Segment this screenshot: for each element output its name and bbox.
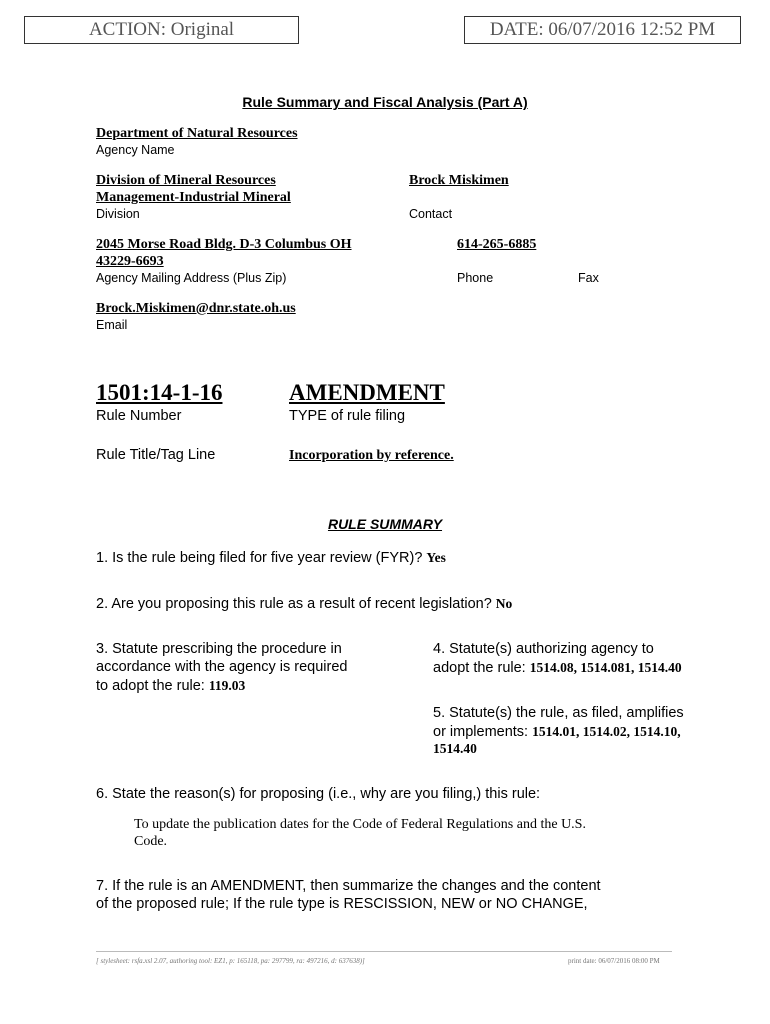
footer-divider	[96, 951, 672, 952]
rule-type-value: AMENDMENT	[289, 380, 445, 405]
question-4-line2	[433, 659, 682, 677]
rule-number-value: 1501:14-1-16	[96, 380, 223, 405]
question-3-line1: 3. Statute prescribing the procedure in	[96, 641, 342, 657]
phone-value: 614-265-6885	[457, 237, 537, 252]
date-text: DATE: 06/07/2016 12:52 PM	[489, 19, 716, 40]
question-4-answer: 1514.08, 1514.081, 1514.40	[529, 660, 682, 675]
email-value: Brock.Miskimen@dnr.state.oh.us	[96, 301, 296, 316]
fax-label: Fax	[578, 271, 599, 285]
email-label: Email	[96, 318, 128, 332]
rule-number-label: Rule Number	[96, 408, 182, 424]
question-1-answer: Yes	[426, 550, 446, 565]
question-3-line3	[96, 677, 245, 695]
rule-type-label: TYPE of rule filing	[289, 408, 406, 424]
question-7-line1: 7. If the rule is an AMENDMENT, then summarize the changes and the content	[96, 878, 601, 894]
footer-stylesheet-info: [ stylesheet: rsfa.xsl 2.07, authoring tool: EZ1, p: 165118, pa: 297799, ra: 497216, d: 637638)]	[96, 957, 365, 965]
question-2-answer: No	[495, 596, 513, 611]
question-6-answer-line2: Code.	[134, 834, 168, 849]
question-4-text: adopt the rule:	[433, 660, 526, 676]
agency-name-label: Agency Name	[96, 143, 175, 157]
agency-name-value: Department of Natural Resources	[96, 126, 298, 141]
rule-title-label: Rule Title/Tag Line	[96, 447, 216, 463]
rule-title-value: Incorporation by reference.	[289, 448, 454, 463]
question-7-line2: of the proposed rule; If the rule type is RESCISSION, NEW or NO CHANGE,	[96, 896, 588, 912]
question-1-text: 1. Is the rule being filed for five year review (FYR)?	[96, 550, 423, 566]
question-5-answer-line2: 1514.40	[433, 741, 477, 756]
question-2-text: 2. Are you proposing this rule as a result of recent legislation?	[96, 596, 492, 612]
question-5-text: or implements:	[433, 724, 529, 740]
rule-summary-heading: RULE SUMMARY	[327, 516, 443, 532]
page-title: Rule Summary and Fiscal Analysis (Part A)	[242, 94, 528, 110]
action-text: ACTION: Original	[88, 19, 235, 40]
date-box	[464, 16, 741, 44]
question-6: 6. State the reason(s) for proposing (i.e., why are you filing,) this rule:	[96, 786, 541, 802]
address-label: Agency Mailing Address (Plus Zip)	[96, 271, 287, 285]
question-6-answer-line1: To update the publication dates for the Code of Federal Regulations and the U.S.	[134, 817, 586, 832]
question-3-text: to adopt the rule:	[96, 678, 205, 694]
question-5-answer-line1: 1514.01, 1514.02, 1514.10,	[532, 724, 681, 739]
division-value-line2: Management-Industrial Mineral	[96, 190, 291, 205]
address-value-line1: 2045 Morse Road Bldg. D-3 Columbus OH	[96, 237, 352, 252]
question-3-line2: accordance with the agency is required	[96, 659, 348, 675]
contact-label: Contact	[409, 207, 453, 221]
question-5-line2	[433, 723, 681, 741]
phone-label: Phone	[457, 271, 494, 285]
question-1	[96, 549, 446, 567]
footer-print-date: print date: 06/07/2016 08:00 PM	[568, 957, 660, 965]
question-2	[96, 595, 512, 613]
address-value-line2: 43229-6693	[96, 254, 164, 269]
division-value-line1: Division of Mineral Resources	[96, 173, 276, 188]
question-5-line1: 5. Statute(s) the rule, as filed, amplifies	[433, 705, 684, 721]
question-3-answer: 119.03	[208, 678, 246, 693]
division-label: Division	[96, 207, 140, 221]
question-4-line1: 4. Statute(s) authorizing agency to	[433, 641, 654, 657]
action-box	[24, 16, 299, 44]
contact-value: Brock Miskimen	[409, 173, 509, 188]
